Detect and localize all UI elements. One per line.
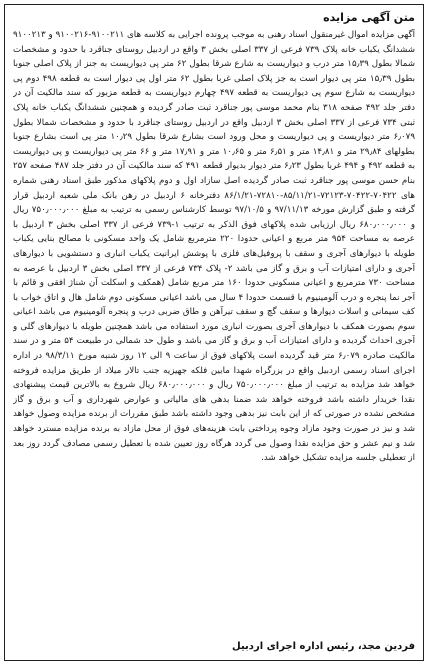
notice-title: متن آگهی مزایده <box>323 11 415 24</box>
notice-body: آگهی مزایده اموال غیرمنقول اسناد رهنی به موجب پرونده اجرایی به کلاسه های ۹۱۰۰۲۱۱-۹۱۰۰۲۱۶ و ۹۱۰۰۲۱۳ ششدانگ یکباب خانه پلاک ۷۳۹ فرعی از ۳۳۷ اصلی بخش ۳ واقع در اردبیل روستای جناقرد با حدود و مشخصات شمالا بطول ۱۵٫۳۹ متر درب و دیواریست به شارع شرقا بطول ۶۲ متر پی دیواریست به جنز از پلاک اصلی جنوبا بطول ۱۵٫۳۹ متر پی دیوار است به جز پلاک اصلی غربا بطول ۶۲ متر اول پی دیوار است به قطعه ۴۹۸ دوم پی دیواریست به شارع سوم پی دیواریست به قطعه ۴۹۷ چهارم دیواریست به قطعه مزبور که سند مالکیت آن در دفتر جلد ۴۹۲ صفحه ۳۱۸ بنام محمد موسی پور جناقرد ثبت صادر گردیده و همچنین ششدانگ یکباب خانه پلاک ثبتی ۷۳۴ فرعی از ۳۳۷ اصلی بخش ۳ اردبیل واقع در اردبیل روستای جناقرد با حدود و مشخصات شمالا بطول ۶٫۰۷۹ متر دیواریست و پی دیواریست و محل ورود است بشارع شرقا بطول ۱۰٫۲۹ متر پی است بشارع جنوبا بطولهای ۲۹٫۸۴ متر و ۱۴٫۸۱ متر و ۶٫۵۱ متر و ۱۰٫۶۵ متر و ۱۷٫۹۱ متر و ۶۶ متر پی دیواریست و پی دیواریست به قطعه ۴۹۲ و ۴۹۴ غربا بطول ۶٫۲۳ متر دیوار بدیوار قطعه ۴۹۱ که سند مالکیت آن در دفتر جلد ۴۸۷ صفحه ۲۵۷ بنام حسن موسی پور جناقرد ثبت صادر گردیده اصل سازاد اول و دوم پلاکهای مذکور طبق اسناد رهنی شماره های ۷۰۴۲۲-۷۰۴۲۲-۷۲۱۲۳-۸۵/۱۱/۲۱-۷۲۸۱۰-۸۶/۱/۲۱ دفترخانه ۶ اردبیل در رهن بانک ملی شعبه اردبیل قرار گرفته و طبق گزارش مورخه ۹۷/۱۱/۱۳ و ۹۷/۱۰/۵ توسط کارشناس رسمی به ترتیب به مبلغ ۷۵۰٫۰۰۰٫۰۰۰ ریال و ۶۸۰٫۰۰۰٫۰۰۰ ریال ارزیابی شده پلاکهای فوق الذکر به ترتیب ۱-۷۳۹ فرعی از ۳۳۷ اصلی بخش ۳ اردبیل با عرصه به مساحت ۹۵۴ متر مربع و اعیانی حدودا ۲۲۰ مترمربع شامل یک واحد مسکونی با مصالح بنایی یکباب طویله با دیوارهای آجری و سقف با پروفیل‌های فلزی با پوشش ایرانیت یکباب انباری و دستشویی با دیوارهای آجری و دارای امتیازات آب و برق و گاز می باشد ۲- پلاک ۷۳۴ فرعی از ۳۳۷ اصلی بخش ۳ اردبیل با عرصه به مساحت ۷۳۰ مترمربع و اعیانی مسکونی حدودا ۱۶۰ متر مربع شامل (همکف و اسکلت آن شناژ افقی و قائم با آجر نما پنجره و درب آلومینیوم با قسمت حدودا ۴ سال می باشد اعیانی مسکونی دوم شامل هال و اتاق خواب با کف سیمانی و اسلات دیوارها و سقف گچ و سقف تیرآهن و طاق ضربی درب و پنجره آلومینیوم می باشد اعیانی سوم بصورت همکف با دیوارهای آجری بصورت انباری مورد استفاده می باشد همچنین طویله با دیوارهای گلی و آجری احداث گردیده و دارای امتیازات آب و برق و گاز می باشد و طول حد شمالی در طبیعت ۵۴ متر و در سند مالکیت صادره ۶٫۰۷۹ متر قید گردیده است پلاکهای فوق از ساعت ۹ الی ۱۲ روز شنبه مورخ ۹۸/۳/۱۱ در اداره اجرای اسناد رسمی اردبیل واقع در بزرگراه شهدا مابین فلکه جهیزیه جنب تالار میلاد از طریق مزایده فروخته خواهد شد مزایده به ترتیب از مبلغ ۷۵۰٫۰۰۰٫۰۰۰ ریال و ۶۸۰٫۰۰۰٫۰۰۰ ریال شروع به بالاترین قیمت پیشنهادی نقدا خریدار داشته باشد فروخته خواهد شد ضمنا بدهی های مالیاتی و عوارض شهرداری و آب و برق و گاز مشخص نشده در صورتی که از این بابت نیز بدهی وجود داشته باشد طبق مقررات از برنده مزایده وصول خواهد شد و نیز در صورت وجود مازاد وجوه پرداختی بابت هزینه‌های فوق از محل مازاد به برنده مزایده مسترد خواهد شد و نیم عشر و حق مزایده نقدا وصول می گردد هرگاه روز تعیین شده با تعطیل رسمی مصادف گردد روز بعد از تعطیلی جلسه مزایده تشکیل خواهد شد. <box>13 30 415 464</box>
notice-signature: فردین مجد، رئیس اداره اجرای اردبیل <box>232 641 415 652</box>
auction-notice <box>4 4 424 661</box>
